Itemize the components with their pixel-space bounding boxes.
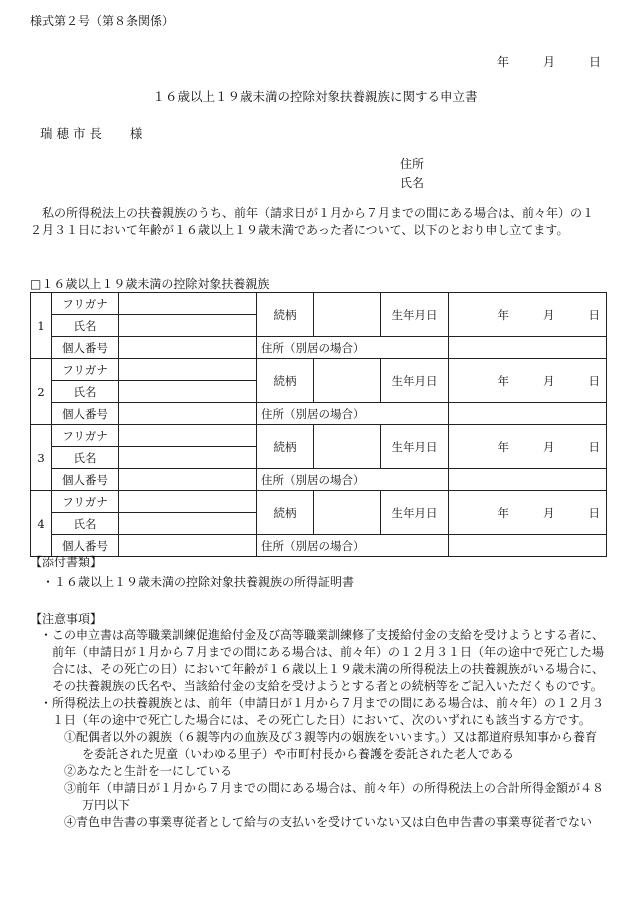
addressee (40, 124, 142, 142)
birth-month-label: 月 (543, 307, 555, 322)
row-number: 1 (31, 293, 52, 359)
birth-date-label: 生年月日 (381, 491, 449, 535)
note-bullet: ・この申立書は高等職業訓練促進給付金及び高等職業訓練修了支援給付金の支給を受けようとする者に、前年（申請日が１月から７月までの間にある場合は、前々年）の１２月３１日（年の途中で死亡した場合には、その死亡の日）において年齢が１６歳以上１９歳未満の所得税法上の扶養親族がいる場合に、その扶養親族の氏名や、当該給付金の支給を受けようとする者との続柄等をご記入いただくものです。 (40, 628, 605, 693)
row-number: 2 (31, 359, 52, 425)
applicant-address-label: 住所 (400, 157, 425, 171)
row-number: 4 (31, 491, 52, 557)
individual-number-field[interactable] (119, 403, 257, 425)
birth-month-label: 月 (543, 439, 555, 454)
addressee-city: 瑞 穂 市 長 (40, 126, 102, 141)
relationship-field[interactable] (314, 359, 381, 403)
address-field[interactable] (449, 469, 607, 491)
birth-year-label: 年 (497, 307, 509, 322)
table-caption: □１６歳以上１９歳未満の控除対象扶養親族 (30, 277, 270, 291)
furigana-field[interactable] (119, 359, 257, 381)
note-bullet: ・所得税法上の扶養親族とは、前年（申請日が１月から７月までの間にある場合は、前々年）の１２月３１日（年の途中で死亡した場合には、その死亡した日）において、次のいずれにも該当する方です。 (40, 696, 605, 727)
birth-date-field[interactable] (449, 425, 607, 469)
name-field[interactable] (119, 447, 257, 469)
notes-body (30, 627, 604, 831)
address-label: 住所（別居の場合） (257, 337, 449, 359)
attachment-item: ・１６歳以上１９歳未満の控除対象扶養親族の所得証明書 (42, 575, 355, 589)
relationship-field[interactable] (314, 293, 381, 337)
address-label: 住所（別居の場合） (257, 469, 449, 491)
furigana-field[interactable] (119, 425, 257, 447)
furigana-label: フリガナ (52, 491, 119, 513)
relationship-label: 続柄 (257, 359, 314, 403)
note-condition: ②あなたと生計を一にしている (64, 764, 233, 778)
birth-date-label: 生年月日 (381, 293, 449, 337)
address-label: 住所（別居の場合） (257, 403, 449, 425)
address-field[interactable] (449, 337, 607, 359)
form-number: 様式第２号（第８条関係） (30, 14, 175, 28)
birth-date-field[interactable] (449, 293, 607, 337)
birth-date-label: 生年月日 (381, 359, 449, 403)
attachments-header: 【添付書類】 (30, 555, 103, 569)
birth-day-label: 日 (588, 439, 600, 454)
individual-number-field[interactable] (119, 469, 257, 491)
document-title: １６歳以上１９歳未満の控除対象扶養親族に関する申立書 (152, 89, 478, 104)
birth-day-label: 日 (588, 307, 600, 322)
individual-number-field[interactable] (119, 337, 257, 359)
individual-number-label: 個人番号 (52, 469, 119, 491)
birth-date-label: 生年月日 (381, 425, 449, 469)
birth-day-label: 日 (588, 505, 600, 520)
notes-header: 【注意事項】 (30, 612, 103, 626)
relationship-field[interactable] (314, 491, 381, 535)
name-field[interactable] (119, 381, 257, 403)
note-condition: ①配偶者以外の親族（６親等内の血族及び３親等内の姻族をいいます。）又は都道府県知事から養育を委託された児童（いわゆる里子）や市町村長から養護を委託された老人である (64, 730, 598, 761)
birth-month-label: 月 (543, 505, 555, 520)
relationship-label: 続柄 (257, 425, 314, 469)
name-field[interactable] (119, 315, 257, 337)
individual-number-field[interactable] (119, 535, 257, 557)
name-label: 氏名 (52, 315, 119, 337)
furigana-label: フリガナ (52, 293, 119, 315)
birth-date-field[interactable] (449, 359, 607, 403)
row-number: 3 (31, 425, 52, 491)
furigana-label: フリガナ (52, 425, 119, 447)
address-field[interactable] (449, 535, 607, 557)
birth-year-label: 年 (497, 373, 509, 388)
name-field[interactable] (119, 513, 257, 535)
relationship-label: 続柄 (257, 293, 314, 337)
name-label: 氏名 (52, 381, 119, 403)
furigana-label: フリガナ (52, 359, 119, 381)
date-line (497, 53, 601, 70)
birth-date-field[interactable] (449, 491, 607, 535)
birth-day-label: 日 (588, 373, 600, 388)
statement-text: 私の所得税法上の扶養親族のうち、前年（請求日が１月から７月までの間にある場合は、前々年）の１２月３１日において年齢が１６歳以上１９歳未満であった者について、以下のとおり申し立てます。 (30, 206, 595, 237)
birth-year-label: 年 (497, 439, 509, 454)
birth-year-label: 年 (497, 505, 509, 520)
furigana-field[interactable] (119, 293, 257, 315)
date-month-label: 月 (543, 55, 556, 69)
individual-number-label: 個人番号 (52, 337, 119, 359)
individual-number-label: 個人番号 (52, 403, 119, 425)
individual-number-label: 個人番号 (52, 535, 119, 557)
name-label: 氏名 (52, 513, 119, 535)
date-day-label: 日 (589, 55, 602, 69)
note-condition: ④青色申告書の事業専従者として給与の支払いを受けていない又は白色申告書の事業専従者でない (64, 815, 593, 829)
addressee-honorific: 様 (129, 126, 143, 141)
name-label: 氏名 (52, 447, 119, 469)
furigana-field[interactable] (119, 491, 257, 513)
dependents-table (30, 292, 607, 557)
note-condition: ③前年（申請日が１月から７月までの間にある場合は、前々年）の所得税法上の合計所得金額が４８万円以下 (64, 781, 605, 812)
address-field[interactable] (449, 403, 607, 425)
date-year-label: 年 (497, 55, 510, 69)
relationship-label: 続柄 (257, 491, 314, 535)
address-label: 住所（別居の場合） (257, 535, 449, 557)
applicant-name-label: 氏名 (400, 176, 425, 190)
birth-month-label: 月 (543, 373, 555, 388)
relationship-field[interactable] (314, 425, 381, 469)
